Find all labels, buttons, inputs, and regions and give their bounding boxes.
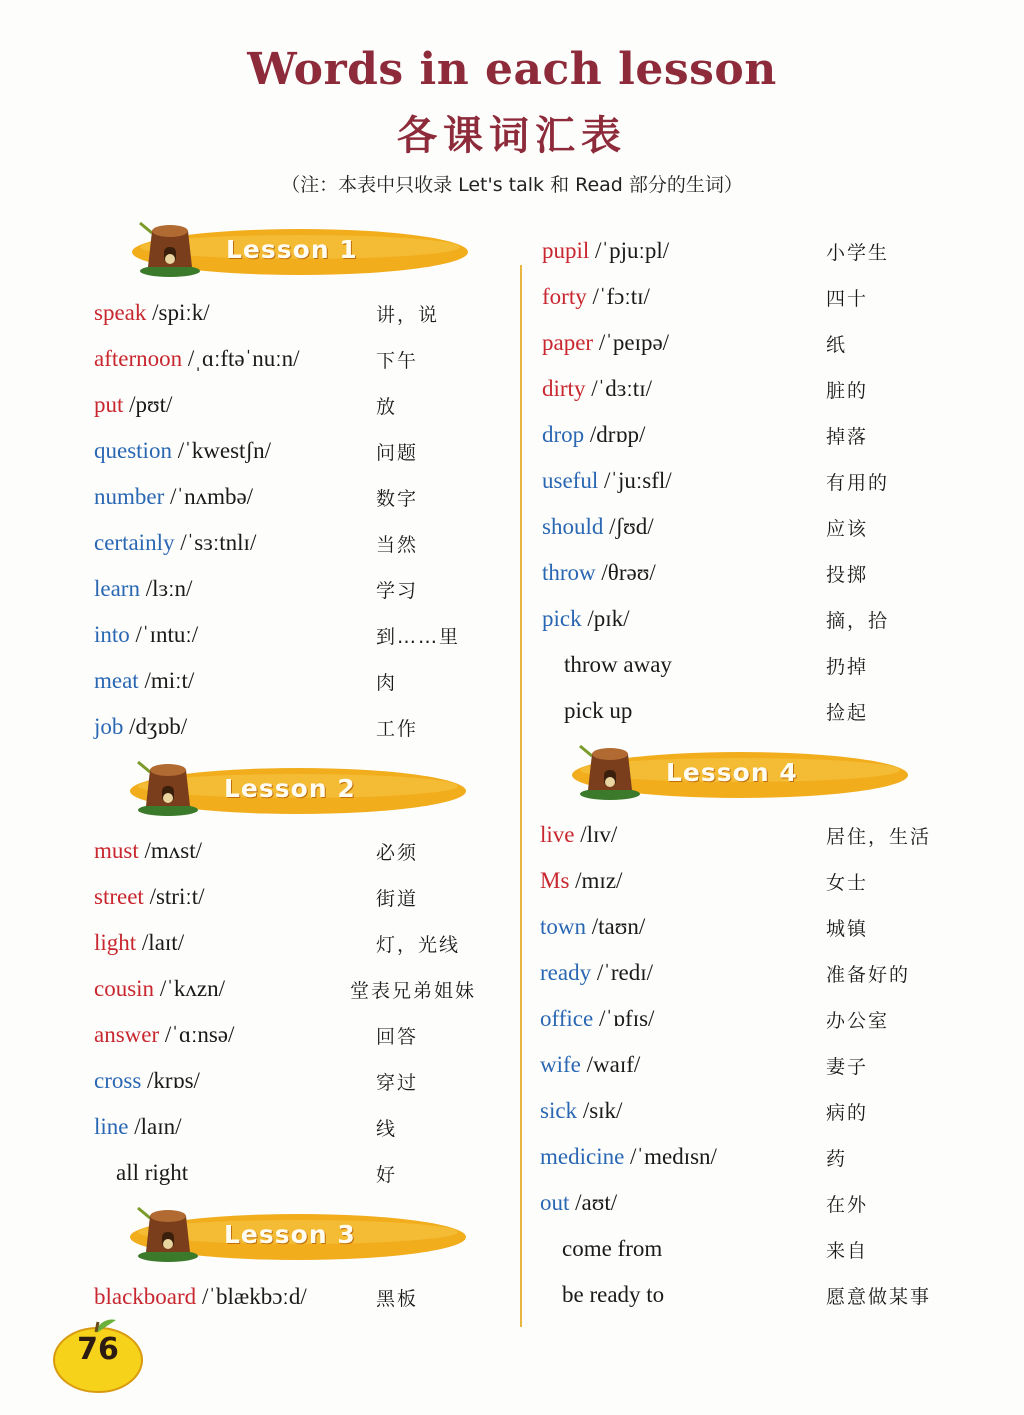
english-word: street xyxy=(94,884,144,909)
english-word: question xyxy=(94,438,172,463)
chinese-meaning: 学习 xyxy=(376,580,419,602)
chinese-meaning: 四十 xyxy=(826,288,869,310)
lesson-banner-2 xyxy=(120,766,466,816)
phonetic: /ˈsɜːtnlɪ/ xyxy=(174,530,257,555)
tree-stump-icon xyxy=(132,1200,202,1262)
chinese-meaning: 脏的 xyxy=(826,380,869,402)
chinese-meaning: 有用的 xyxy=(826,472,890,494)
phrase-row xyxy=(540,1280,986,1316)
chinese-meaning: 城镇 xyxy=(826,918,869,940)
phonetic: /miːt/ xyxy=(138,668,195,693)
chinese-meaning: 准备好的 xyxy=(826,964,911,986)
phonetic: /ˈɑːnsə/ xyxy=(159,1022,235,1047)
chinese-meaning: 必须 xyxy=(376,842,419,864)
tree-stump-icon xyxy=(574,738,644,800)
word-row xyxy=(542,236,986,272)
chinese-meaning: 捡起 xyxy=(826,702,869,724)
chinese-meaning: 掉落 xyxy=(826,426,869,448)
word-row xyxy=(542,604,986,640)
word-row xyxy=(540,1096,986,1132)
english-word: line xyxy=(94,1114,129,1139)
phrase: be ready to xyxy=(562,1282,665,1307)
chinese-meaning: 纸 xyxy=(826,334,848,356)
chinese-meaning: 妻子 xyxy=(826,1056,869,1078)
word-row xyxy=(540,866,986,902)
english-word: sick xyxy=(540,1098,578,1123)
phrase-row xyxy=(540,1234,986,1270)
english-word: put xyxy=(94,392,124,417)
chinese-meaning: 摘，拾 xyxy=(826,610,890,632)
english-word: answer xyxy=(94,1022,160,1047)
phonetic: /ˈmedɪsn/ xyxy=(624,1144,717,1169)
lesson-label: Lesson 3 xyxy=(224,1220,356,1249)
phonetic: /pɪk/ xyxy=(581,606,630,631)
phonetic: /ˈkʌzn/ xyxy=(154,976,225,1001)
phonetic: /ˈblækbɔːd/ xyxy=(196,1284,307,1309)
phrase: pick up xyxy=(564,698,633,723)
chinese-meaning: 药 xyxy=(826,1148,848,1170)
page-title: Words in each lesson xyxy=(247,44,777,95)
word-row xyxy=(542,558,986,594)
phrase-row xyxy=(94,1158,536,1194)
english-word: dirty xyxy=(542,376,586,401)
word-row xyxy=(542,328,986,364)
chinese-meaning: 应该 xyxy=(826,518,869,540)
phrase: all right xyxy=(116,1160,189,1185)
chinese-meaning: 扔掉 xyxy=(826,656,869,678)
word-row xyxy=(542,420,986,456)
word-row xyxy=(94,528,536,564)
word-row xyxy=(540,1188,986,1224)
chinese-meaning: 好 xyxy=(376,1164,398,1186)
english-word: meat xyxy=(94,668,139,693)
english-word: afternoon xyxy=(94,346,183,371)
lesson-banner-1 xyxy=(122,227,468,277)
english-word: town xyxy=(540,914,586,939)
english-word: certainly xyxy=(94,530,175,555)
chinese-meaning: 在外 xyxy=(826,1194,869,1216)
word-row xyxy=(94,928,536,964)
word-row xyxy=(94,974,510,1010)
lesson-label: Lesson 4 xyxy=(666,758,798,787)
phonetic: /ˈfɔːtɪ/ xyxy=(586,284,650,309)
english-word: office xyxy=(540,1006,594,1031)
word-row xyxy=(540,1142,986,1178)
word-row xyxy=(542,282,986,318)
chinese-meaning: 线 xyxy=(376,1118,398,1140)
english-word: throw xyxy=(542,560,596,585)
page-note: （注：本表中只收录 Let's talk 和 Read 部分的生词） xyxy=(281,174,743,196)
word-row xyxy=(94,482,536,518)
english-word: drop xyxy=(542,422,585,447)
phonetic: /ˈɪntuː/ xyxy=(129,622,199,647)
word-row xyxy=(540,1050,986,1086)
word-row xyxy=(94,436,536,472)
word-row xyxy=(94,344,536,380)
phonetic: /dʒɒb/ xyxy=(123,714,188,739)
english-word: cross xyxy=(94,1068,142,1093)
word-row xyxy=(94,836,536,872)
english-word: must xyxy=(94,838,139,863)
chinese-meaning: 数字 xyxy=(376,488,419,510)
chinese-meaning: 当然 xyxy=(376,534,419,556)
english-word: cousin xyxy=(94,976,155,1001)
phonetic: /lɪv/ xyxy=(574,822,618,847)
english-word: out xyxy=(540,1190,570,1215)
tree-stump-icon xyxy=(132,754,202,816)
phrase: come from xyxy=(562,1236,663,1261)
word-row xyxy=(542,512,986,548)
chinese-meaning: 肉 xyxy=(376,672,398,694)
chinese-meaning: 灯，光线 xyxy=(376,934,461,956)
phrase-row xyxy=(542,650,986,686)
chinese-meaning: 小学生 xyxy=(826,242,890,264)
word-row xyxy=(94,1112,536,1148)
english-word: speak xyxy=(94,300,147,325)
lesson-banner-3 xyxy=(120,1212,466,1262)
chinese-meaning: 居住，生活 xyxy=(826,826,932,848)
phonetic: /waɪf/ xyxy=(580,1052,641,1077)
chinese-meaning: 回答 xyxy=(376,1026,419,1048)
tree-stump-icon xyxy=(134,215,204,277)
word-row xyxy=(540,1004,986,1040)
word-row xyxy=(542,466,986,502)
word-row xyxy=(94,1066,536,1102)
english-word: pick xyxy=(542,606,582,631)
lesson-label: Lesson 1 xyxy=(226,235,358,264)
phonetic: /ˈpeɪpə/ xyxy=(593,330,670,355)
word-row xyxy=(94,1282,536,1318)
phonetic: /spiːk/ xyxy=(146,300,210,325)
word-row xyxy=(542,374,986,410)
chinese-meaning: 问题 xyxy=(376,442,419,464)
phonetic: /ˈnʌmbə/ xyxy=(164,484,254,509)
phonetic: /sɪk/ xyxy=(577,1098,623,1123)
phonetic: /striːt/ xyxy=(143,884,205,909)
phonetic: /ˈkwestʃn/ xyxy=(171,438,271,463)
phonetic: /krɒs/ xyxy=(141,1068,200,1093)
word-row xyxy=(94,712,536,748)
phonetic: /mɪz/ xyxy=(569,868,623,893)
phonetic: /laɪn/ xyxy=(128,1114,182,1139)
chinese-meaning: 放 xyxy=(376,396,398,418)
phonetic: /ˈjuːsfl/ xyxy=(598,468,672,493)
chinese-meaning: 病的 xyxy=(826,1102,869,1124)
chinese-meaning: 到……里 xyxy=(376,626,461,648)
english-word: number xyxy=(94,484,165,509)
phonetic: /pʊt/ xyxy=(123,392,173,417)
chinese-meaning: 堂表兄弟姐妹 xyxy=(350,980,477,1002)
word-row xyxy=(540,958,986,994)
chinese-meaning: 下午 xyxy=(376,350,419,372)
english-word: useful xyxy=(542,468,599,493)
page-number: 76 xyxy=(77,1332,119,1367)
english-word: wife xyxy=(540,1052,581,1077)
word-row xyxy=(94,390,536,426)
chinese-meaning: 讲，说 xyxy=(376,304,440,326)
word-row xyxy=(94,666,536,702)
phonetic: /ˈpjuːpl/ xyxy=(589,238,670,263)
english-word: should xyxy=(542,514,604,539)
chinese-meaning: 街道 xyxy=(376,888,419,910)
lesson-label: Lesson 2 xyxy=(224,774,356,803)
phonetic: /aʊt/ xyxy=(569,1190,618,1215)
phonetic: /ˈredɪ/ xyxy=(591,960,654,985)
phonetic: /taʊn/ xyxy=(586,914,646,939)
chinese-meaning: 工作 xyxy=(376,718,419,740)
word-row xyxy=(94,298,536,334)
chinese-meaning: 愿意做某事 xyxy=(826,1286,932,1308)
english-word: paper xyxy=(542,330,594,355)
english-word: into xyxy=(94,622,130,647)
word-row xyxy=(94,1020,536,1056)
english-word: blackboard xyxy=(94,1284,197,1309)
word-row xyxy=(540,912,986,948)
lesson-banner-4 xyxy=(562,750,908,800)
chinese-meaning: 办公室 xyxy=(826,1010,890,1032)
english-word: pupil xyxy=(542,238,590,263)
english-word: Ms xyxy=(540,868,570,893)
phonetic: /ˌɑːftəˈnuːn/ xyxy=(182,346,300,371)
english-word: forty xyxy=(542,284,587,309)
chinese-meaning: 黑板 xyxy=(376,1288,419,1310)
chinese-meaning: 投掷 xyxy=(826,564,869,586)
phrase: throw away xyxy=(564,652,672,677)
english-word: medicine xyxy=(540,1144,625,1169)
phonetic: /drɒp/ xyxy=(584,422,646,447)
english-word: live xyxy=(540,822,575,847)
phonetic: /ʃʊd/ xyxy=(603,514,654,539)
english-word: light xyxy=(94,930,137,955)
word-row xyxy=(540,820,986,856)
chinese-meaning: 来自 xyxy=(826,1240,869,1262)
english-word: job xyxy=(94,714,124,739)
word-row xyxy=(94,882,536,918)
page-subtitle: 各课词汇表 xyxy=(397,113,627,159)
chinese-meaning: 穿过 xyxy=(376,1072,419,1094)
word-row xyxy=(94,620,536,656)
english-word: learn xyxy=(94,576,140,601)
phonetic: /ˈɒfɪs/ xyxy=(593,1006,655,1031)
phonetic: /ˈdɜːtɪ/ xyxy=(585,376,652,401)
phonetic: /laɪt/ xyxy=(136,930,185,955)
phrase-row xyxy=(542,696,986,732)
phonetic: /θrəʊ/ xyxy=(595,560,656,585)
page-number-badge xyxy=(52,1316,148,1396)
word-row xyxy=(94,574,536,610)
phonetic: /lɜːn/ xyxy=(139,576,193,601)
english-word: ready xyxy=(540,960,592,985)
phonetic: /mʌst/ xyxy=(138,838,202,863)
chinese-meaning: 女士 xyxy=(826,872,869,894)
